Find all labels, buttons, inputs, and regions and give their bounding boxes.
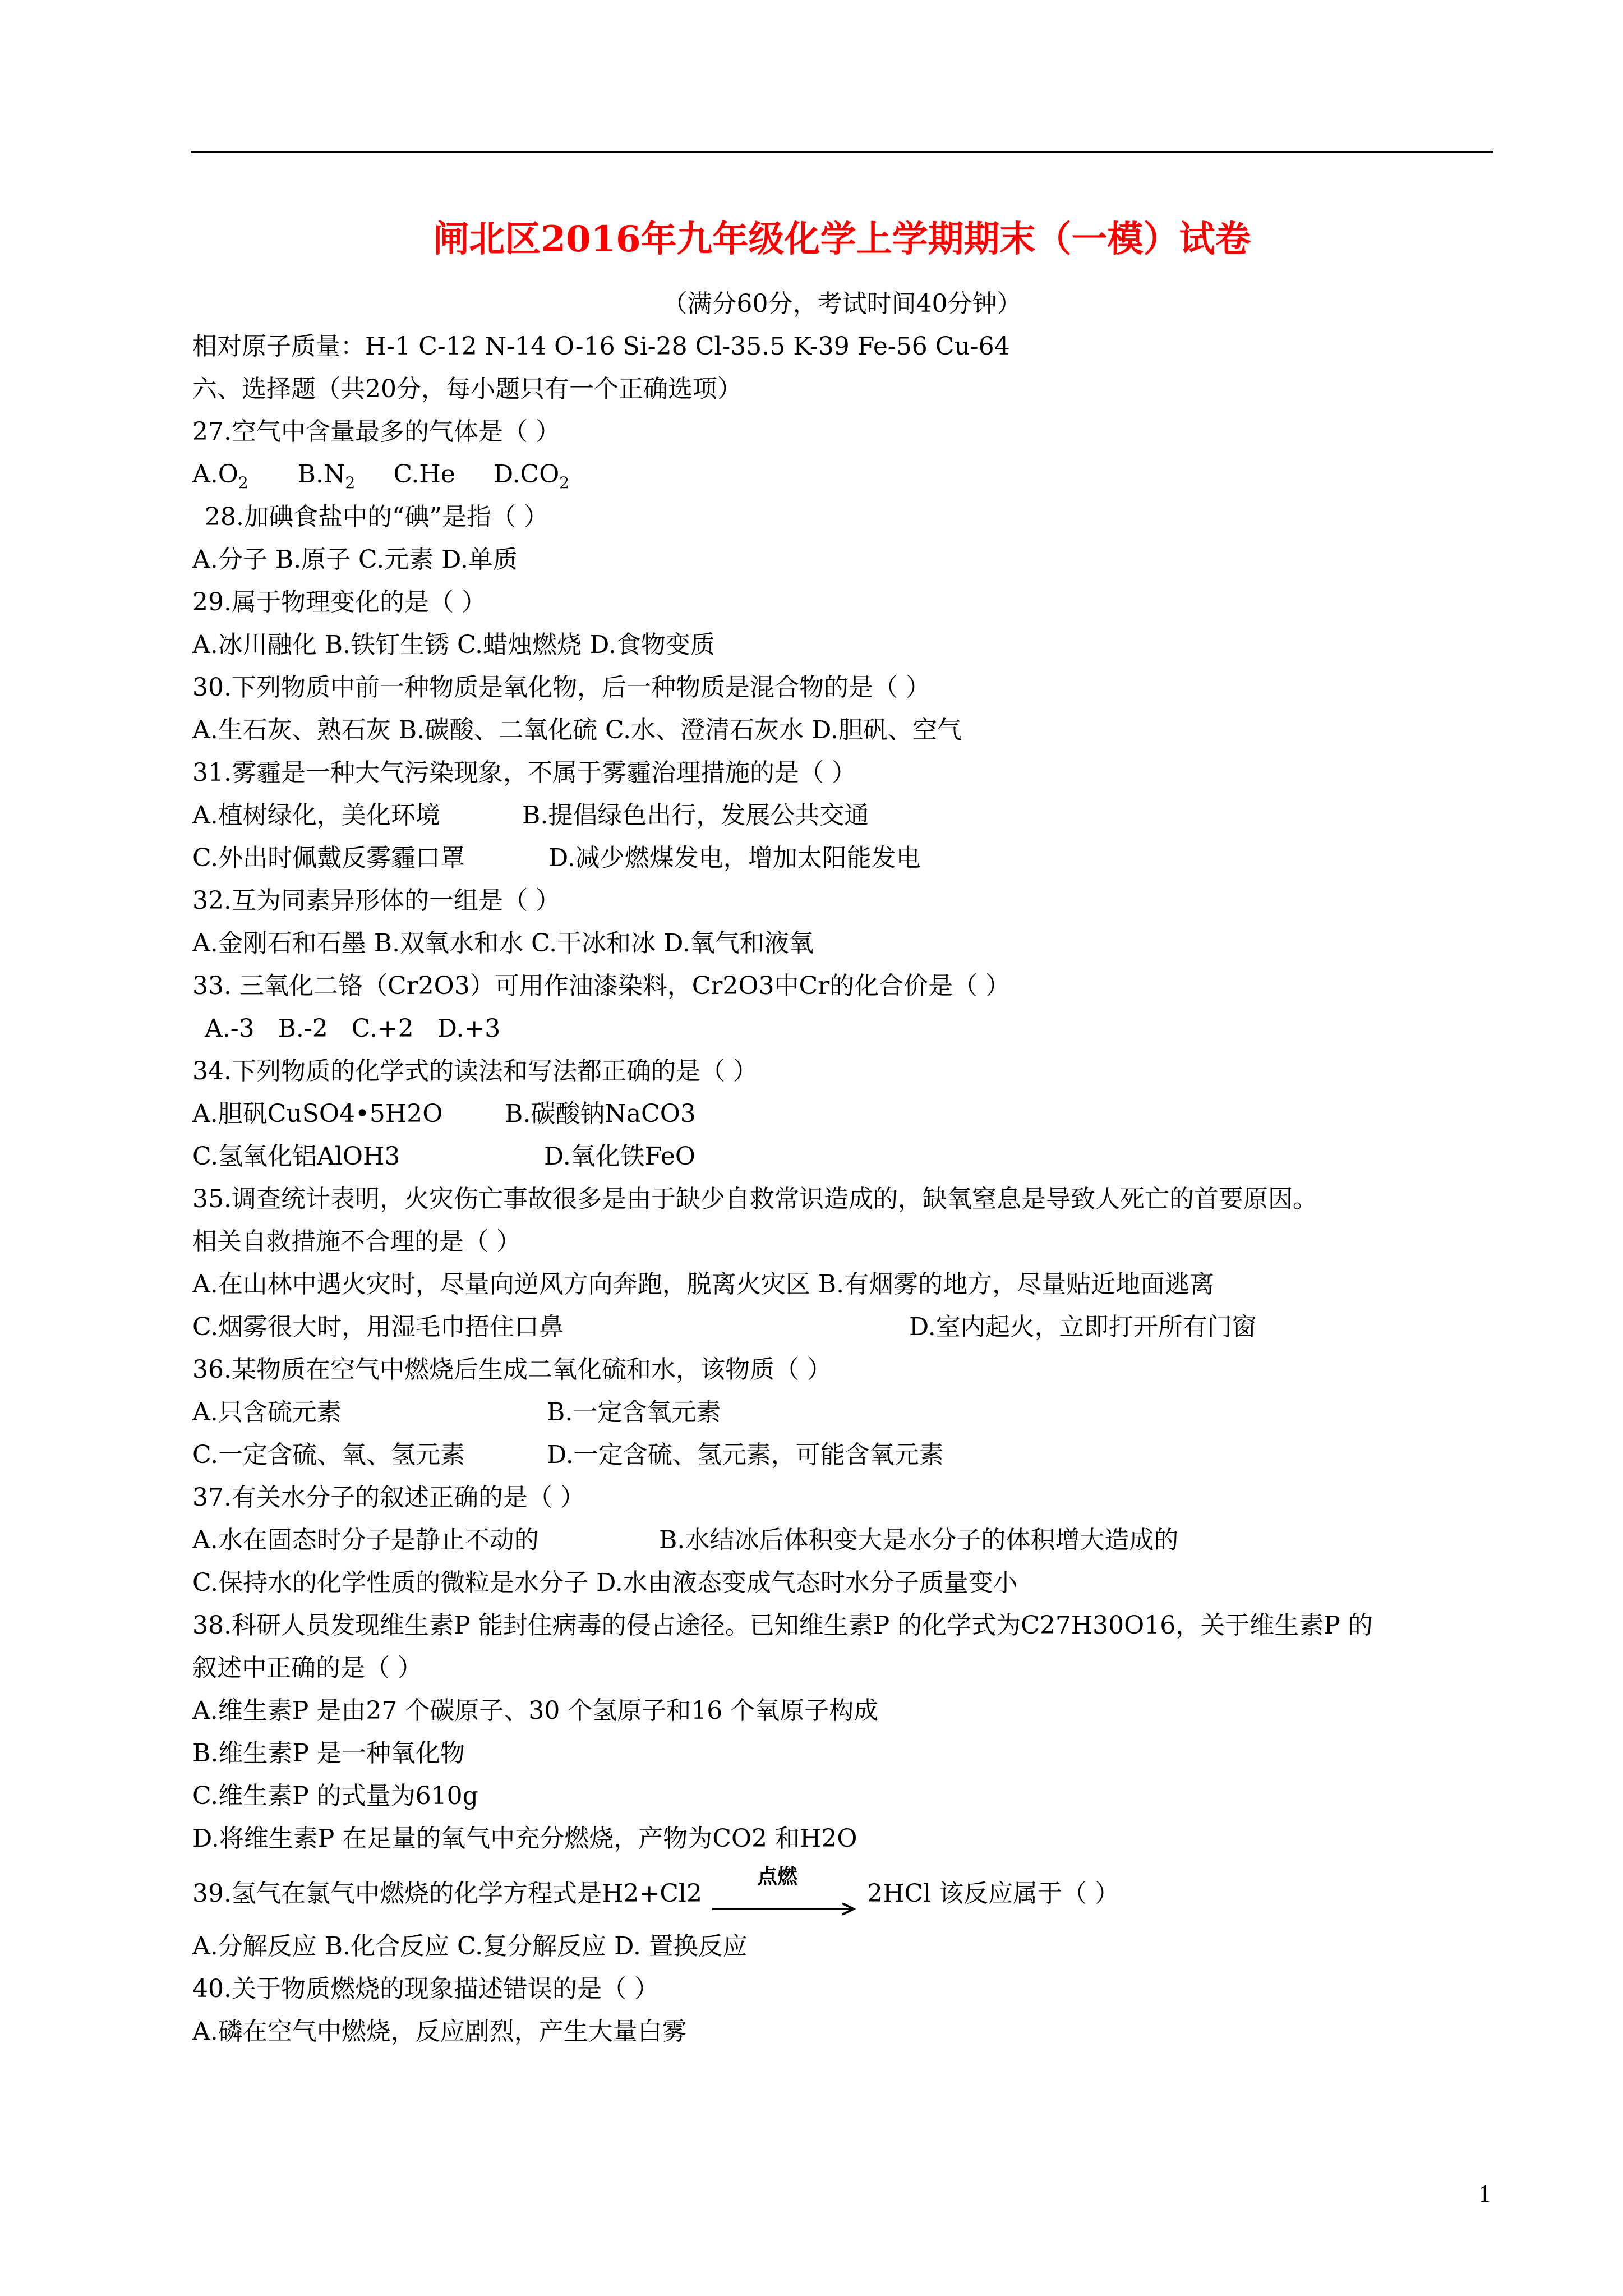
option-d: D.减少燃煤发电，增加太阳能发电 (548, 844, 921, 872)
question-32-stem: 32.互为同素异形体的一组是（ ） (192, 886, 560, 915)
question-30-options: A.生石灰、熟石灰 B.碳酸、二氧化硫 C.水、澄清石灰水 D.胆矾、空气 (192, 716, 962, 744)
question-38-option-a: A.维生素P 是由27 个碳原子、30 个氢原子和16 个氧原子构成 (192, 1696, 879, 1725)
question-33-stem: 33. 三氧化二铬（Cr2O3）可用作油漆染料，Cr2O3中Cr的化合价是（ ） (192, 972, 1011, 1000)
question-31-options-ab (192, 794, 1499, 837)
question-38-option-d: D.将维生素P 在足量的氧气中充分燃烧，产物为CO2 和H2O (192, 1824, 857, 1853)
option-a: A.水在固态时分子是静止不动的 (192, 1526, 539, 1554)
question-38-stem: 38.科研人员发现维生素P 能封住病毒的侵占途径。已知维生素P 的化学式为C27H30O16，关于维生素P 的 (192, 1611, 1373, 1640)
option-d: D.一定含硫、氢元素，可能含氧元素 (547, 1441, 944, 1469)
question-38-option-b: B.维生素P 是一种氧化物 (192, 1739, 465, 1768)
question-29-options: A.冰川融化 B.铁钉生锈 C.蜡烛燃烧 D.食物变质 (192, 631, 715, 659)
question-31-stem: 31.雾霾是一种大气污染现象，不属于雾霾治理措施的是（ ） (192, 758, 856, 787)
option-d: D.氧化铁FeO (544, 1142, 695, 1171)
question-28-options: A.分子 B.原子 C.元素 D.单质 (192, 545, 518, 574)
question-37-options-ab (192, 1519, 1499, 1562)
option-c: C.外出时佩戴反雾霾口罩 (192, 844, 465, 872)
option-b: $B.N_2$ (297, 460, 356, 492)
option-a: $A.O_2$ (192, 460, 248, 492)
equation-left: 39.氢气在氯气中燃烧的化学方程式是H2+Cl2 (192, 1879, 702, 1908)
option-c: C.烟雾很大时，用湿毛巾捂住口鼻 (192, 1313, 564, 1341)
reaction-arrow (712, 1864, 858, 1912)
question-34-options-ab (192, 1093, 1499, 1135)
question-29-stem: 29.属于物理变化的是（ ） (192, 588, 486, 616)
question-35-stem-cont: 相关自救措施不合理的是（ ） (192, 1227, 521, 1256)
header-rule (191, 151, 1493, 153)
exam-subtitle: （满分60分，考试时间40分钟） (662, 289, 1022, 318)
option-b: B.碳酸钠NaCO3 (505, 1099, 696, 1128)
question-38-option-c: C.维生素P 的式量为610g (192, 1782, 478, 1810)
question-30-stem: 30.下列物质中前一种物质是氧化物，后一种物质是混合物的是（ ） (192, 673, 930, 702)
option-a: A.胆矾CuSO4•5H2O (192, 1099, 443, 1128)
question-35-options-ab: A.在山林中遇火灾时，尽量向逆风方向奔跑，脱离火灾区 B.有烟雾的地方，尽量贴近地面逃离 (192, 1270, 1215, 1299)
option-c: C.氢氧化铝AlOH3 (192, 1142, 400, 1171)
option-a: A.只含硫元素 (192, 1398, 342, 1427)
question-27-stem: 27.空气中含量最多的气体是（ ） (192, 417, 560, 446)
question-36-stem: 36.某物质在空气中燃烧后生成二氧化硫和水，该物质（ ） (192, 1355, 832, 1384)
question-37-options-cd: C.保持水的化学性质的微粒是水分子 D.水由液态变成气态时水分子质量变小 (192, 1568, 1018, 1597)
question-36-options-ab (192, 1391, 1499, 1434)
equation-right: 2HCl 该反应属于（ ） (866, 1879, 1120, 1908)
page-number: 1 (1478, 2180, 1491, 2207)
atomic-masses-line: 相对原子质量：H-1 C-12 N-14 O-16 Si-28 Cl-35.5 K-39 Fe-56 Cu-64 (192, 332, 1010, 361)
section-heading: 六、选择题（共20分，每小题只有一个正确选项） (192, 375, 742, 403)
reaction-condition-label: 点燃 (757, 1864, 797, 1888)
option-d: D.室内起火，立即打开所有门窗 (909, 1313, 1257, 1341)
question-39-options: A.分解反应 B.化合反应 C.复分解反应 D. 置换反应 (192, 1932, 748, 1961)
option-b: B.提倡绿色出行，发展公共交通 (522, 801, 869, 830)
exam-body (192, 325, 1499, 2053)
exam-title: 闸北区2016年九年级化学上学期期末（一模）试卷 (433, 218, 1251, 260)
option-b: B.水结冰后体积变大是水分子的体积增大造成的 (659, 1526, 1179, 1554)
question-34-stem: 34.下列物质的化学式的读法和写法都正确的是（ ） (192, 1057, 758, 1085)
question-28-stem: 28.加碘食盐中的“碘”是指（ ） (205, 503, 548, 531)
option-c: C.He (393, 460, 455, 489)
question-39-stem (192, 1860, 1499, 1916)
question-40-stem: 40.关于物质燃烧的现象描述错误的是（ ） (192, 1975, 659, 2003)
option-a: A.植树绿化，美化环境 (192, 801, 440, 830)
question-31-options-cd (192, 837, 1499, 880)
question-34-options-cd (192, 1135, 1499, 1178)
option-d: $D.CO_2$ (493, 460, 570, 492)
question-40-option-a: A.磷在空气中燃烧，反应剧烈，产生大量白雾 (192, 2017, 687, 2046)
question-37-stem: 37.有关水分子的叙述正确的是（ ） (192, 1483, 585, 1512)
option-b: B.一定含氧元素 (547, 1398, 721, 1427)
option-c: C.一定含硫、氧、氢元素 (192, 1441, 465, 1469)
question-27-options (192, 453, 1499, 496)
arrow-icon (712, 1887, 858, 1920)
question-33-options: A.-3 B.-2 C.+2 D.+3 (205, 1014, 501, 1043)
question-35-options-cd (192, 1306, 1499, 1349)
question-35-stem: 35.调查统计表明，火灾伤亡事故很多是由于缺少自救常识造成的，缺氧窒息是导致人死亡的首要原因。 (192, 1185, 1317, 1213)
question-38-stem-cont: 叙述中正确的是（ ） (192, 1654, 422, 1682)
question-36-options-cd (192, 1434, 1499, 1476)
question-32-options: A.金刚石和石墨 B.双氧水和水 C.干冰和冰 D.氧气和液氧 (192, 929, 814, 958)
